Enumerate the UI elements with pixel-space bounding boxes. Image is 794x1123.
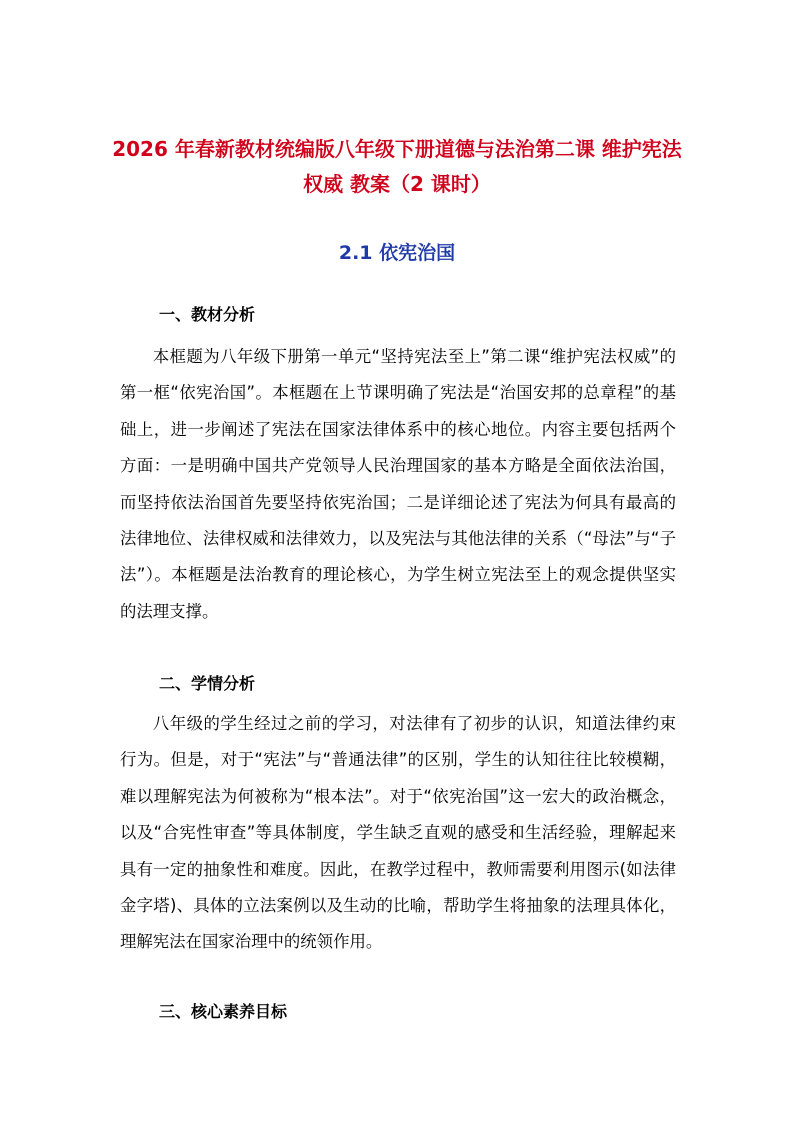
paragraph-student-analysis: 八年级的学生经过之前的学习，对法律有了初步的认识，知道法律约束行为。但是，对于“宪法”与“普通法律”的区别，学生的认知往往比较模糊，难以理解宪法为何被称为“根本法”。对于“依宪治国”这一宏大的政治概念，以及“合宪性审查”等具体制度，学生缺乏直观的感受和生活经验，理解起来具有一定的抽象性和难度。因此，在教学过程中，教师需要利用图示(如法律金字塔)、具体的立法案例以及生动的比喻，帮助学生将抽象的法理具体化，理解宪法在国家治理中的统领作用。	[120, 714, 676, 952]
section-subtitle: 2.1 依宪治国	[338, 242, 456, 264]
heading-core-literacy-goals: 三、核心素养目标	[159, 1002, 288, 1021]
heading-textbook-analysis: 一、教材分析	[159, 305, 256, 324]
heading-student-analysis: 二、学情分析	[159, 674, 256, 693]
document-title: 2026 年春新教材统编版八年级下册道德与法治第二课 维护宪法权威 教案（2 课时）	[112, 137, 682, 196]
paragraph-textbook-analysis: 本框题为八年级下册第一单元“坚持宪法至上”第二课“维护宪法权威”的第一框“依宪治国”。本框题在上节课明确了宪法是“治国安邦的总章程”的基础上，进一步阐述了宪法在国家法律体系中的核心地位。内容主要包括两个方面：一是明确中国共产党领导人民治理国家的基本方略是全面依法治国，而坚持依法治国首先要坚持依宪治国；二是详细论述了宪法为何具有最高的法律地位、法律权威和法律效力，以及宪法与其他法律的关系（“母法”与“子法”）。本框题是法治教育的理论核心，为学生树立宪法至上的观念提供坚实的法理支撑。	[120, 347, 676, 621]
